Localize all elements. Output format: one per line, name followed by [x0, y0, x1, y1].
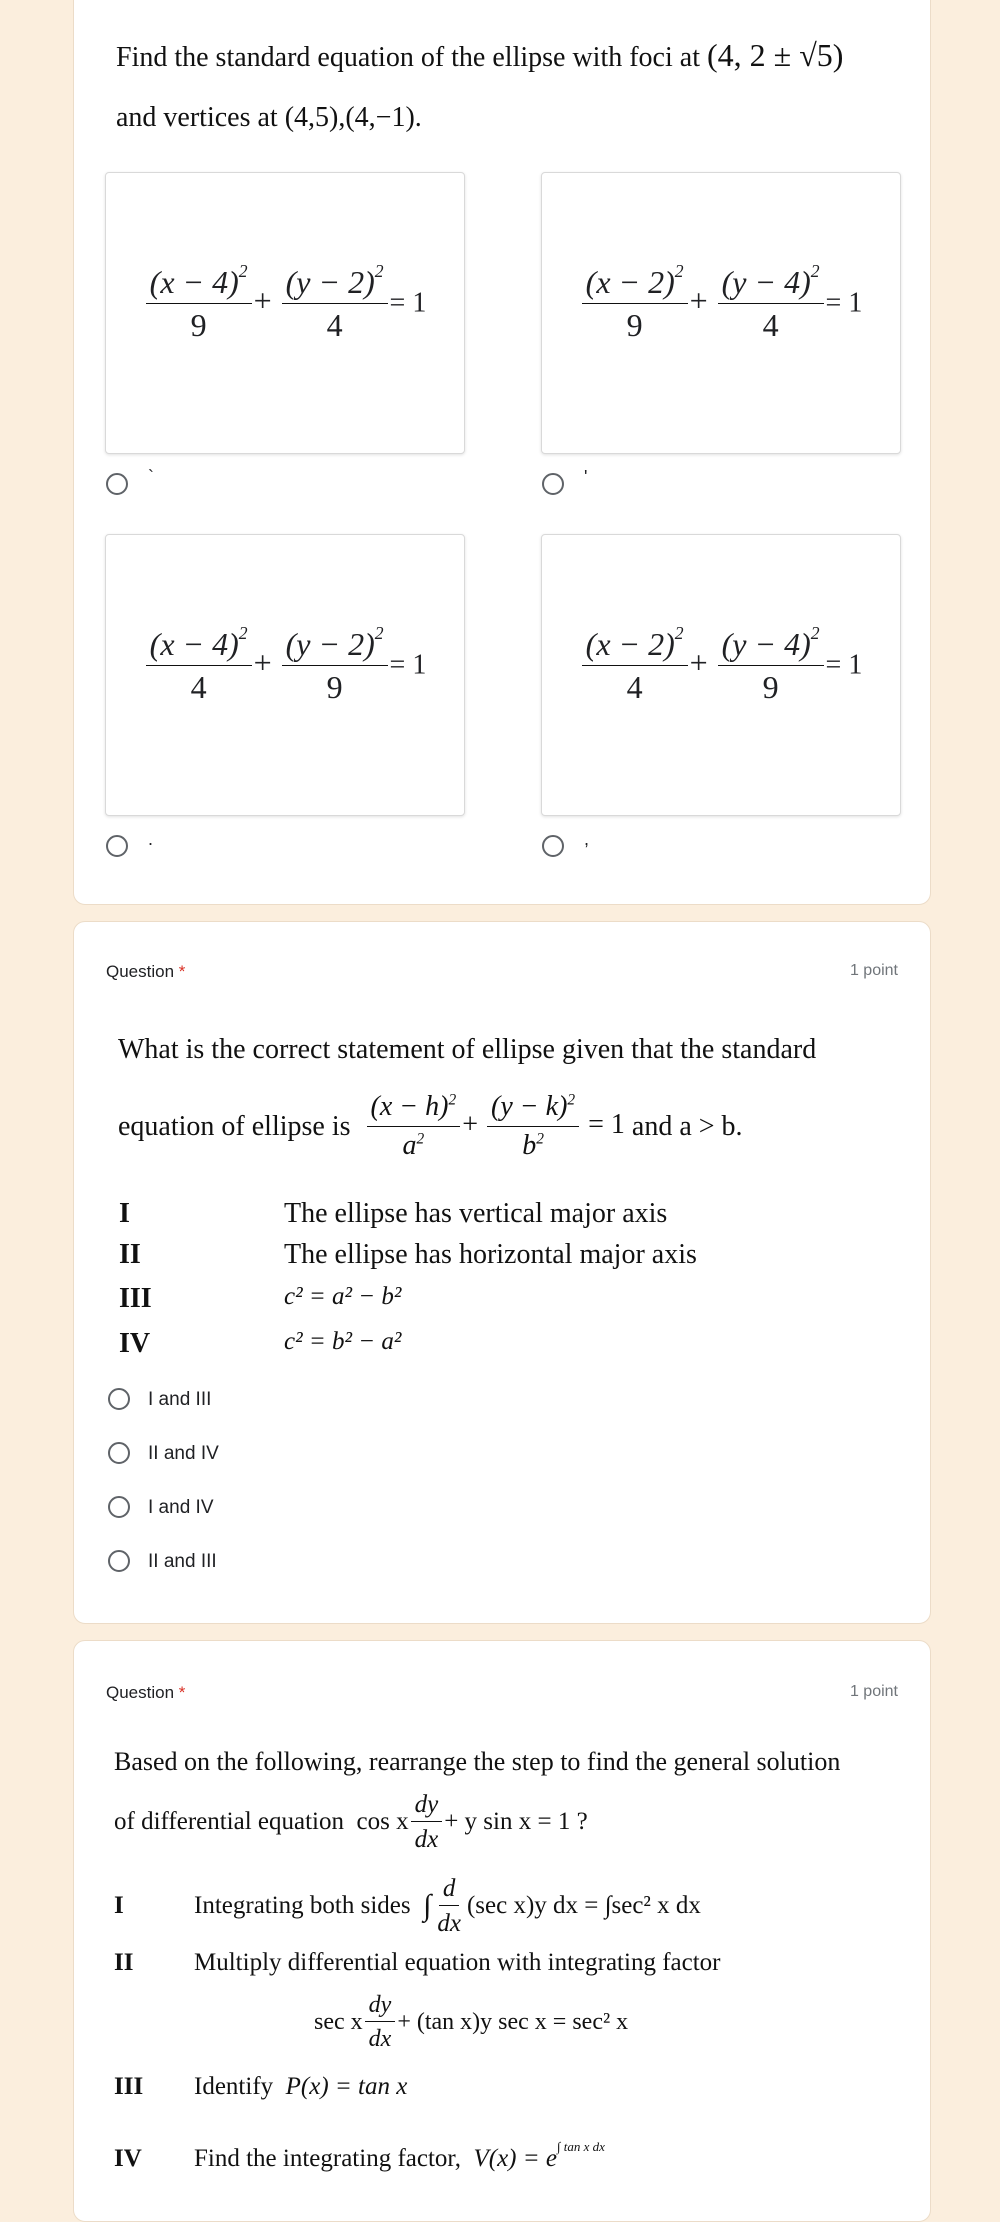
- option-a-radio[interactable]: [106, 473, 128, 495]
- option-b-box[interactable]: [541, 172, 901, 454]
- q1-line2: and vertices at: [116, 102, 278, 133]
- question-card-3: [73, 1640, 931, 2222]
- question-card-1: [73, 0, 931, 905]
- option-c-box[interactable]: [105, 534, 465, 816]
- question-card-2: Question * 1 point What is the correct statement of ellipse given that the standard equation of ellipse is $\frac{(x - h)^2}{a^2}$ + $\frac{(y - k)^2}{b^2}$ = 1 and a > b. I The ellipse has vertical major axis II The ellipse has horizontal major axis III c² = a² − b² IV c² = b² − a² I and III II and IV I and IV II and III: [73, 921, 931, 1624]
- option-d-mark: ,: [584, 829, 590, 849]
- q2-label: Question *: [106, 962, 186, 981]
- step-iii: III Identify P(x) = tan x: [114, 2073, 408, 2100]
- step-iv: IV Find the integrating factor, V(x) = e $^{\int tan x dx}$: [114, 2139, 605, 2172]
- option-d-equation: $\frac{(x - 2)^2}{4}$ + $\frac{(y - 4)^2}{9}$ = 1: [542, 627, 900, 705]
- option-d-radio[interactable]: [542, 835, 564, 857]
- option-c-mark: .: [148, 829, 154, 849]
- option-b-radio[interactable]: [542, 473, 564, 495]
- option-b-equation: $\frac{(x - 2)^2}{9}$ + $\frac{(y - 4)^2}{4}$ = 1: [542, 265, 900, 343]
- q3-points: 1 point: [849, 1683, 898, 1700]
- q2-text-line1: What is the correct statement of ellipse given that the standard: [118, 1034, 817, 1065]
- step-ii-equation: sec x $\frac{dy}{dx}$ + (tan x)y sec x = sec² x: [314, 1991, 629, 2052]
- q1-foci: (4, 2 ± √5): [706, 37, 844, 73]
- choice-radio[interactable]: [108, 1550, 130, 1572]
- choice-radio[interactable]: [108, 1388, 130, 1410]
- option-d-box[interactable]: [541, 534, 901, 816]
- q1-line1: Find the standard equation of the ellipse with foci at: [116, 42, 700, 73]
- q1-question-text: [116, 25, 906, 148]
- step-ii: II Multiply differential equation with integrating factor: [114, 1949, 721, 1976]
- q2-text-line2: equation of ellipse is $\frac{(x - h)^2}{a^2}$ + $\frac{(y - k)^2}{b^2}$ = 1 and a > b.: [118, 1091, 743, 1161]
- q2-points: 1 point: [849, 962, 898, 979]
- option-c-radio[interactable]: [106, 835, 128, 857]
- choice-radio[interactable]: [108, 1496, 130, 1518]
- option-b-mark: ': [584, 467, 588, 487]
- option-a-mark: `: [148, 467, 154, 487]
- required-star: *: [178, 962, 186, 981]
- q3-label: Question *: [106, 1683, 186, 1702]
- q3-text-line2: of differential equation cos x $\frac{dy}{dx}$ + y sin x = 1 ?: [114, 1790, 588, 1853]
- q1-vertices: (4,5),(4,−1).: [284, 102, 422, 133]
- choice-radio[interactable]: [108, 1442, 130, 1464]
- option-c-equation: $\frac{(x - 4)^2}{4}$ + $\frac{(y - 2)^2}{9}$ = 1: [106, 627, 464, 705]
- q3-text-line1: Based on the following, rearrange the step to find the general solution: [114, 1747, 841, 1776]
- required-star: *: [178, 1683, 186, 1702]
- option-a-equation: $\frac{(x - 4)^2}{9}$ + $\frac{(y - 2)^2}{4}$ = 1: [106, 265, 464, 343]
- option-a-box[interactable]: [105, 172, 465, 454]
- step-i: I Integrating both sides ∫ $\frac{d}{dx}$ (sec x)y dx = ∫sec² x dx: [114, 1874, 701, 1937]
